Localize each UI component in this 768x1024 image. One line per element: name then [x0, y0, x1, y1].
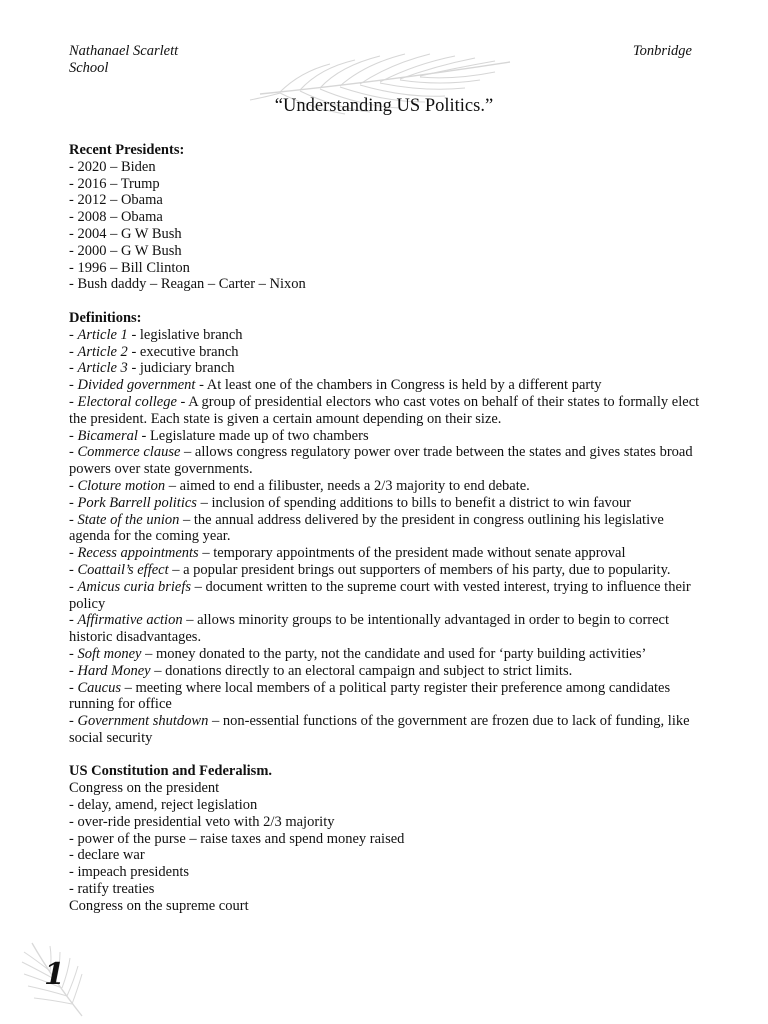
constitution-section	[69, 763, 701, 914]
definition-item	[69, 444, 701, 478]
definition-text: – temporary appointments of the president made without senate approval	[198, 545, 626, 562]
definition-item	[69, 646, 701, 663]
definition-term: Amicus curia briefs	[77, 578, 192, 595]
definition-bullet: -	[69, 662, 78, 679]
school-name-line-2: School	[69, 60, 109, 76]
definition-term: State of the union	[77, 511, 180, 528]
definition-text: – aimed to end a filibuster, needs a 2/3 majority to end debate.	[165, 477, 530, 494]
school-name	[69, 43, 229, 77]
definition-text: - executive branch	[127, 343, 239, 360]
definition-term: Article 2	[77, 343, 128, 360]
definitions-section	[69, 310, 701, 747]
definition-bullet: -	[69, 360, 78, 377]
definition-text: - judiciary branch	[127, 360, 235, 377]
list-item: - 2020 – Biden	[69, 158, 156, 175]
definition-text: – document written to the supreme court with vested interest, trying to influence their policy	[69, 578, 691, 612]
definition-bullet: -	[69, 679, 78, 696]
school-name-line-1: Nathanael Scarlett	[69, 43, 179, 59]
definition-bullet: -	[69, 477, 78, 494]
list-item: - 2012 – Obama	[69, 192, 163, 209]
definition-item	[69, 394, 701, 428]
definition-item	[69, 495, 701, 512]
definition-text: - legislative branch	[127, 326, 243, 343]
definition-text: – inclusion of spending additions to bills to benefit a district to win favour	[196, 494, 632, 511]
spacer	[69, 293, 701, 310]
definition-item	[69, 562, 701, 579]
spacer	[69, 747, 701, 764]
list-item: - 1996 – Bill Clinton	[69, 259, 190, 276]
definition-item	[69, 680, 701, 714]
list-item: - 2000 – G W Bush	[69, 242, 182, 259]
presidents-heading: Recent Presidents:	[69, 142, 185, 158]
definition-text: – donations directly to an electoral campaign and subject to strict limits.	[150, 662, 573, 679]
definition-item	[69, 478, 701, 495]
definition-text: – a popular president brings out supporters of members of his party, due to popularity.	[168, 561, 671, 578]
definition-text: – money donated to the party, not the candidate and used for ‘party building activities’	[141, 645, 647, 662]
definition-bullet: -	[69, 427, 78, 444]
definition-bullet: -	[69, 444, 78, 461]
definition-text: – the annual address delivered by the president in congress outlining his legislative agenda for the coming year.	[69, 511, 664, 545]
definition-bullet: -	[69, 612, 78, 629]
list-item: - over-ride presidential veto with 2/3 majority	[69, 813, 335, 830]
town-name: Tonbridge	[632, 43, 692, 59]
definition-item	[69, 612, 701, 646]
definition-text: – allows congress regulatory power over trade between the states and gives states broad powers over state governments.	[69, 444, 693, 478]
page-title: “Understanding US Politics.”	[274, 96, 494, 116]
definition-term: Caucus	[77, 679, 121, 696]
list-item: - impeach presidents	[69, 864, 189, 881]
definition-item	[69, 428, 701, 445]
definition-item	[69, 663, 701, 680]
list-item: - 2008 – Obama	[69, 209, 163, 226]
definition-item	[69, 579, 701, 613]
definition-term: Article 1	[77, 326, 128, 343]
definition-term: Commerce clause	[77, 444, 181, 461]
list-item: - declare war	[69, 847, 145, 864]
definition-bullet: -	[69, 377, 78, 394]
definition-term: Coattail’s effect	[77, 561, 169, 578]
list-item: - 2004 – G W Bush	[69, 225, 182, 242]
definition-item	[69, 377, 701, 394]
definitions-heading: Definitions:	[69, 309, 142, 326]
definition-text: – meeting where local members of a political party register their preference among candidates running for office	[69, 679, 671, 713]
definition-bullet: -	[69, 561, 78, 578]
list-item: - Bush daddy – Reagan – Carter – Nixon	[69, 276, 306, 293]
definition-term: Government shutdown	[77, 713, 209, 730]
definition-bullet: -	[69, 645, 78, 662]
document-body	[69, 142, 701, 915]
definition-bullet: -	[69, 393, 78, 410]
definition-bullet: -	[69, 326, 78, 343]
page-number: 1	[44, 957, 65, 992]
definition-bullet: -	[69, 713, 78, 730]
list-item: - 2016 – Trump	[69, 175, 160, 192]
definition-item	[69, 545, 701, 562]
definition-term: Soft money	[77, 645, 142, 662]
definition-text: - Legislature made up of two chambers	[137, 427, 369, 444]
definition-bullet: -	[69, 494, 78, 511]
definition-term: Electoral college	[77, 393, 177, 410]
definition-text: - A group of presidential electors who cast votes on behalf of their states to formally elect the president. Each state is given a certain amount depending on their size.	[69, 393, 700, 427]
definition-term: Hard Money	[77, 662, 151, 679]
definitions-list	[69, 327, 701, 747]
list-item: Congress on the supreme court	[69, 897, 249, 914]
definition-bullet: -	[69, 545, 78, 562]
definition-text: - At least one of the chambers in Congress is held by a different party	[195, 377, 602, 394]
definition-term: Affirmative action	[77, 612, 183, 629]
definition-term: Bicameral	[77, 427, 138, 444]
definition-term: Pork Barrell politics	[77, 494, 197, 511]
definition-text: – allows minority groups to be intentionally advantaged in order to begin to correct historic disadvantages.	[69, 612, 670, 646]
definition-item	[69, 360, 701, 377]
definition-term: Article 3	[77, 360, 128, 377]
definition-term: Recess appointments	[77, 545, 199, 562]
definition-bullet: -	[69, 578, 78, 595]
definition-item	[69, 713, 701, 747]
list-item: - power of the purse – raise taxes and spend money raised	[69, 830, 405, 847]
definition-bullet: -	[69, 511, 78, 528]
definition-item	[69, 344, 701, 361]
definition-term: Divided government	[77, 377, 196, 394]
constitution-heading: US Constitution and Federalism.	[69, 763, 273, 780]
definition-item	[69, 327, 701, 344]
definition-item	[69, 512, 701, 546]
presidents-section	[69, 142, 701, 293]
list-item: - ratify treaties	[69, 881, 155, 898]
list-item: Congress on the president	[69, 780, 220, 797]
definition-bullet: -	[69, 343, 78, 360]
definition-text: – non-essential functions of the government are frozen due to lack of funding, like social security	[69, 713, 690, 746]
definition-term: Cloture motion	[77, 477, 166, 494]
list-item: - delay, amend, reject legislation	[69, 797, 258, 814]
